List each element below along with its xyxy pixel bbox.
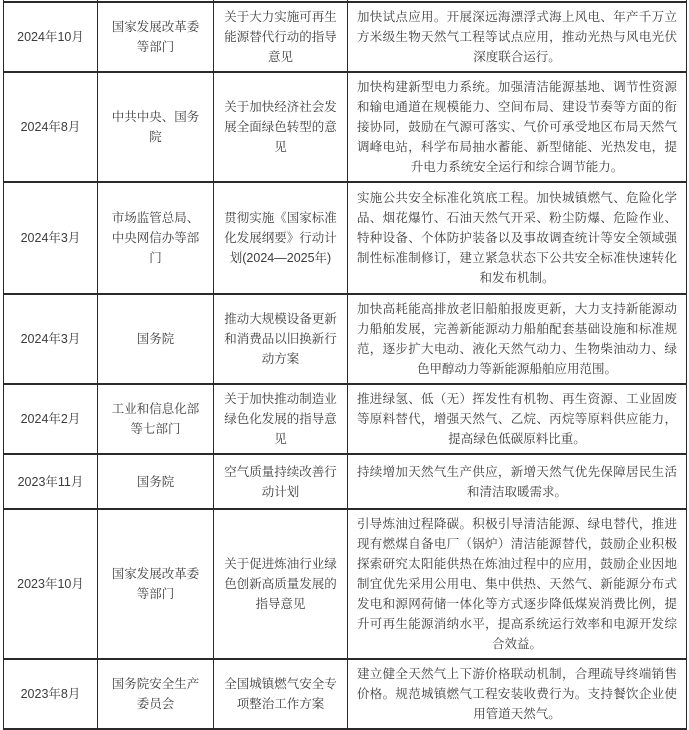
- policy-table-body: [4, 0, 687, 729]
- description-cell: 建立健全天然气上下游价格联动机制，合理疏导终端销售价格。规范城镇燃气工程安装收费行为。支持餐饮企业使用管道天然气。: [348, 659, 687, 729]
- description-cell: 引导炼油过程降碳。积极引导清洁能源、绿电替代，推进现有燃煤自备电厂（锅炉）清洁能源替代，鼓励企业积极探索研究太阳能供热在炼油过程中的应用，鼓励企业因地制宜优先采用公用电、集中供热、天然气、新能源分布式发电和源网荷储一体化等方式逐步降低煤炭消费比例，提升可再生能源消纳水平，提高系统运行效率和电源开发综合效益。: [348, 509, 687, 659]
- date-cell: 2023年8月: [4, 659, 98, 729]
- policy-table: [3, 0, 687, 730]
- table-row: [4, 2, 687, 72]
- table-row: [4, 182, 687, 294]
- table-row: [4, 294, 687, 384]
- table-row: [4, 454, 687, 509]
- description-cell: 实施公共安全标准化筑底工程。加快城镇燃气、危险化学品、烟花爆竹、石油天然气开采、粉尘防爆、危险作业、特种设备、个体防护装备以及事故调查统计等安全领域强制性标准制修订，建立紧急状态下公共安全标准快速转化和发布机制。: [348, 182, 687, 294]
- department-cell: 国务院: [98, 294, 214, 384]
- table-row: [4, 72, 687, 182]
- description-cell: 加快构建新型电力系统。加强清洁能源基地、调节性资源和输电通道在规模能力、空间布局、建设节奏等方面的衔接协同，鼓励在气源可落实、气价可承受地区布局天然气调峰电站，科学布局抽水蓄能、新型储能、光热发电，提升电力系统安全运行和综合调节能力。: [348, 72, 687, 182]
- date-cell: 2024年2月: [4, 384, 98, 454]
- department-cell: 工业和信息化部等七部门: [98, 384, 214, 454]
- date-cell: 2023年10月: [4, 509, 98, 659]
- title-cell: 关于促进炼油行业绿色创新高质量发展的指导意见: [214, 509, 348, 659]
- date-cell: 2024年3月: [4, 294, 98, 384]
- department-cell: 国务院: [98, 454, 214, 509]
- title-cell: 关于加快经济社会发展全面绿色转型的意见: [214, 72, 348, 182]
- title-cell: 贯彻实施《国家标准化发展纲要》行动计划(2024—2025年): [214, 182, 348, 294]
- table-row: [4, 509, 687, 659]
- description-cell: 加快试点应用。开展深远海漂浮式海上风电、年产千万立方米级生物天然气工程等试点应用，推动光热与风电光伏深度联合运行。: [348, 2, 687, 72]
- department-cell: 市场监管总局、中央网信办等部门: [98, 182, 214, 294]
- title-cell: 关于加快推动制造业绿色化发展的指导意见: [214, 384, 348, 454]
- date-cell: 2023年11月: [4, 454, 98, 509]
- department-cell: 中共中央、国务院: [98, 72, 214, 182]
- date-cell: 2024年3月: [4, 182, 98, 294]
- title-cell: 全国城镇燃气安全专项整治工作方案: [214, 659, 348, 729]
- description-cell: 持续增加天然气生产供应，新增天然气优先保障居民生活和清洁取暖需求。: [348, 454, 687, 509]
- description-cell: 加快高耗能高排放老旧船舶报废更新，大力支持新能源动力船舶发展，完善新能源动力船舶配套基础设施和标准规范，逐步扩大电动、液化天然气动力、生物柴油动力、绿色甲醇动力等新能源船舶应用范围。: [348, 294, 687, 384]
- title-cell: 空气质量持续改善行动计划: [214, 454, 348, 509]
- date-cell: 2024年8月: [4, 72, 98, 182]
- title-cell: 推动大规模设备更新和消费品以旧换新行动方案: [214, 294, 348, 384]
- table-row: [4, 384, 687, 454]
- date-cell: 2024年10月: [4, 2, 98, 72]
- department-cell: 国家发展改革委等部门: [98, 509, 214, 659]
- title-cell: 关于大力实施可再生能源替代行动的指导意见: [214, 2, 348, 72]
- department-cell: 国家发展改革委等部门: [98, 2, 214, 72]
- table-row: [4, 659, 687, 729]
- description-cell: 推进绿氢、低（无）挥发性有机物、再生资源、工业固废等原料替代，增强天然气、乙烷、丙烷等原料供应能力，提高绿色低碳原料比重。: [348, 384, 687, 454]
- department-cell: 国务院安全生产委员会: [98, 659, 214, 729]
